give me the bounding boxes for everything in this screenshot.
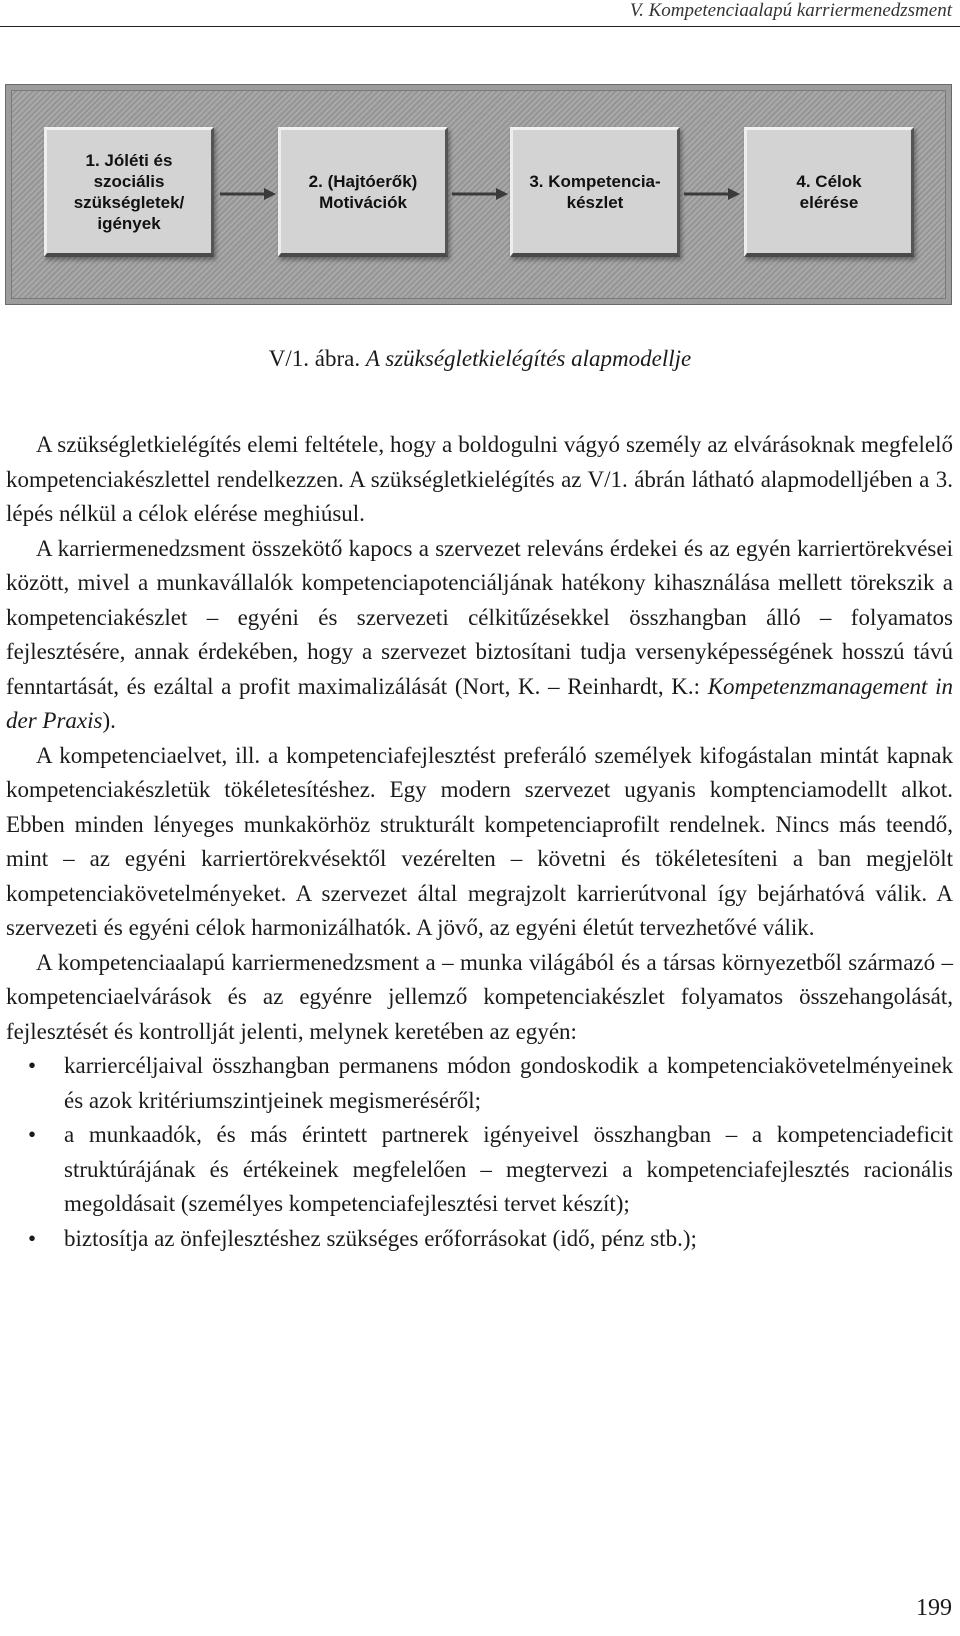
running-title: V. Kompetenciaalapú karriermenedzsment	[629, 0, 952, 21]
diagram-box-2-label: 2. (Hajtóerők) Motivációk	[308, 171, 418, 212]
diagram-box-4	[744, 127, 914, 257]
paragraph-2-tail: ).	[102, 708, 116, 733]
bullet-icon: •	[28, 1053, 37, 1078]
paragraph-2	[6, 532, 953, 739]
bullet-icon: •	[28, 1225, 37, 1251]
figure-background	[11, 90, 946, 299]
list-item	[6, 1049, 953, 1118]
diagram-box-3-label: 3. Kompetencia- készlet	[529, 171, 661, 212]
caption-prefix: V/1. ábra.	[268, 346, 361, 371]
diagram-box-2	[278, 127, 448, 257]
paragraph-4: A kompetenciaalapú karriermenedzsment a – munka világából és a társas környezetből származó – kompetenciaelvárások és az egyénre jellemző kompetenciakészlet folyamatos összehangolását, fejlesztését és kontrollját jelenti, melynek keretében az egyén:	[6, 949, 953, 1044]
body-text	[6, 428, 953, 1256]
bullet-list	[6, 1049, 953, 1256]
paragraph-3: A kompetenciaelvet, ill. a kompetenciafejlesztést preferáló személyek kifogástalan mintát kapnak kompetenciakészletük tökéletesítéshez. Egy modern szervezet ugyanis komptenciamodellt alkot. Ebben minden lényeges munkakörhöz strukturált kompetenciaprofilt rendelnek. Nincs más teendő, mint – az egyéni karriertörekvésektől vezérelten – követni és tökéletesíteni a ban megjelölt kompetenciakövetelményeket. A szervezet által megrajzolt karrierútvonal így bejárhatóvá válik. A szervezeti és egyéni célok harmonizálhatók. A jövő, az egyéni életút tervezhetővé válik.	[6, 742, 953, 940]
list-item	[6, 1118, 953, 1222]
list-item	[6, 1222, 953, 1257]
list-item-text: a munkaadók, és más érintett partnerek igényeivel összhangban – a kompetenciadeficit struktúrájának és értékeinek megfelelően – megtervezi a kompetenciafejlesztés racionális megoldásait (személyes kompetenciafejlesztési tervet készít);	[64, 1122, 953, 1216]
diagram-box-1	[44, 127, 214, 257]
page-number: 199	[916, 1595, 952, 1621]
caption-title: A szükségletkielégítés alapmodellje	[365, 346, 692, 371]
paragraph-1: A szükségletkielégítés elemi feltétele, hogy a boldogulni vágyó személy az elvárásoknak megfelelő kompetenciakészlettel rendelkezzen. A szükségletkielégítés az V/1. ábrán látható alapmodelljében a 3. lépés nélkül a célok elérése meghiúsul.	[6, 432, 953, 526]
paragraph-2-text: A karriermenedzsment összekötő kapocs a szervezet releváns érdekei és az egyén karriertörekvései között, mivel a munkavállalók kompetenciapotenciáljának hatékony kihasználása mellett törekszik a kompetenciakészlet – egyéni és szervezeti célkitűzésekkel összhangban álló – folyamatos fejlesztésére, annak érdekében, hogy a szervezet biztosítani tudja versenyképességének hosszú távú fenntartását, és ezáltal a profit maximalizálását (Nort, K. – Reinhardt, K.:	[6, 535, 953, 699]
diagram-box-4-label: 4. Célok elérése	[796, 171, 862, 212]
figure-flow-diagram	[5, 84, 952, 305]
diagram-box-3	[510, 127, 680, 257]
arrow-right-icon	[450, 187, 510, 201]
arrow-right-icon	[682, 187, 742, 201]
list-item-text: karriercéljaival összhangban permanens módon gondoskodik a kompetenciakövetelményeinek és azok kritériumszintjeinek megismeréséről;	[64, 1053, 953, 1113]
figure-caption	[0, 346, 960, 372]
list-item-text: biztosítja az önfejlesztéshez szükséges erőforrásokat (idő, pénz stb.);	[64, 1225, 697, 1251]
arrow-right-icon	[218, 187, 278, 201]
bullet-icon: •	[28, 1122, 37, 1147]
diagram-box-1-label: 1. Jóléti és szociális szükségletek/ igények	[73, 150, 185, 233]
running-header	[0, 0, 960, 27]
paragraph-2-citation-title: Kompetenzmanagement in der Praxis	[6, 673, 953, 733]
